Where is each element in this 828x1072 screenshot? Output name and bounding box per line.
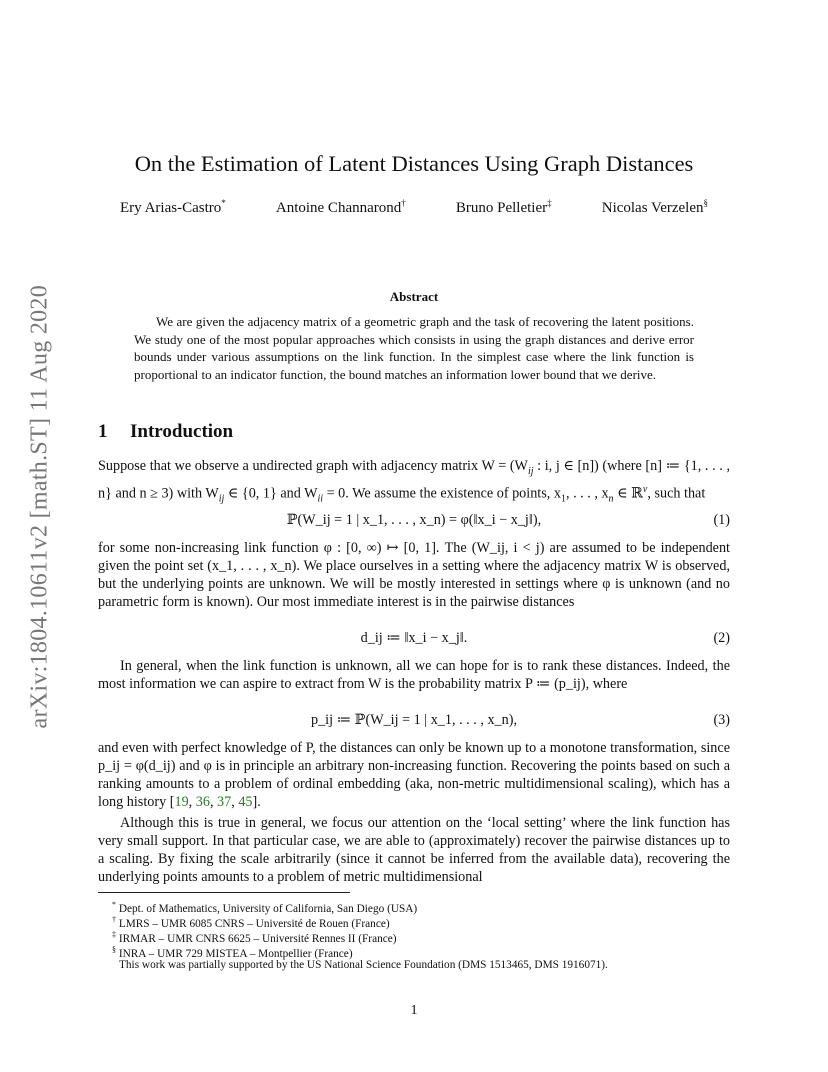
citation-link[interactable]: 45 xyxy=(238,794,253,810)
author-1: Ery Arias-Castro* xyxy=(120,198,226,216)
citation-link[interactable]: 36 xyxy=(195,794,210,810)
paragraph-2: for some non-increasing link function φ : [0, ∞) ↦ [0, 1]. The (W_ij, i < j) are assumed to be independent given the point set (x_1, . . . , x_n). We place ourselves in a setting where the adjacency matrix W is observed, but the underlying points are unknown. We will be mostly interested in settings where φ is unknown (and no parametric form is known). Our most immediate interest is in the pairwise distances xyxy=(98,540,730,610)
equation-3 xyxy=(98,712,730,732)
footnote-3: ‡ IRMAR – UMR CNRS 6625 – Université Rennes II (France) xyxy=(112,930,397,945)
arxiv-stamp: arXiv:1804.10611v2 [math.ST] 11 Aug 2020 xyxy=(26,284,53,729)
equation-1 xyxy=(98,512,730,532)
abstract-text: We are given the adjacency matrix of a geometric graph and the task of recovering the latent positions. We study one of the most popular approaches which consists in using the graph distances and derive error bounds under various assumptions on the link function. In the simplest case where the link function is proportional to an indicator function, the bound matches an information lower bound that we derive. xyxy=(134,314,694,382)
section-title: Introduction xyxy=(130,421,234,442)
footnote-4: § INRA – UMR 729 MISTEA – Montpellier (France) xyxy=(112,945,353,960)
citation-link[interactable]: 19 xyxy=(174,794,189,810)
equation-3-number: (3) xyxy=(713,712,730,728)
section-number: 1 xyxy=(98,421,108,442)
paragraph-1: Suppose that we observe a undirected graph with adjacency matrix $W = (W_{ij}$ : i, j ∈ [n]) (where [n] ≔ {1, . . . , n} and n ≥ 3) with $W_{ij}$ ∈ {0, 1} and $W_{ii} = 0$. We assume the existence of points, $x_1$, . . . , $x_n$ ∈ ℝ$^v$, such that xyxy=(98,458,730,505)
paper-title: On the Estimation of Latent Distances Using Graph Distances xyxy=(134,151,694,176)
author-4: Nicolas Verzelen§ xyxy=(601,198,708,216)
page-number: 1 xyxy=(410,1003,418,1018)
author-3: Bruno Pelletier‡ xyxy=(455,198,552,216)
abstract-heading: Abstract xyxy=(389,289,439,304)
footnote-2: † LMRS – UMR 6085 CNRS – Université de Rouen (France) xyxy=(112,915,390,930)
paragraph-3: In general, when the link function is unknown, all we can hope for is to rank these distances. Indeed, the most information we can aspire to extract from W is the probability matrix P ≔ (p_ij), where xyxy=(98,658,730,692)
citation-link[interactable]: 37 xyxy=(217,794,232,810)
equation-3-body: p_ij ≔ ℙ(W_ij = 1 | x_1, . . . , x_n), xyxy=(310,712,517,728)
equation-2-number: (2) xyxy=(713,630,730,646)
footnote-1: * Dept. of Mathematics, University of California, San Diego (USA) xyxy=(112,900,418,915)
equation-2-body: d_ij ≔ ‖x_i − x_j‖. xyxy=(360,630,468,646)
equation-1-number: (1) xyxy=(713,512,730,528)
funding-note: This work was partially supported by the US National Science Foundation (DMS 1513465, DMS 1916071). xyxy=(119,959,608,971)
paragraph-5: Although this is true in general, we focus our attention on the ‘local setting’ where the link function has very small support. In that particular case, we are able to (approximately) recover the pairwise distances up to a scaling. By fixing the scale arbitrarily (since it cannot be inferred from the available data), recovering the underlying points amounts to a problem of metric multidimensional xyxy=(98,815,730,885)
author-list xyxy=(98,200,730,217)
equation-2 xyxy=(98,630,730,650)
equation-1-body: ℙ(W_ij = 1 | x_1, . . . , x_n) = φ(‖x_i − x_j‖), xyxy=(286,512,542,528)
section-heading xyxy=(98,421,233,443)
footnote-rule xyxy=(98,892,350,893)
paragraph-4: and even with perfect knowledge of P, the distances can only be known up to a monotone transformation, since p_ij = φ(d_ij) and φ is in principle an arbitrary non-increasing function. Recovering the points based on such a ranking amounts to a problem of ordinal embedding (aka, non-metric multidimensional scaling), which has a long history [19, 36, 37, 45]. xyxy=(98,740,730,810)
author-2: Antoine Channarond† xyxy=(275,198,406,216)
